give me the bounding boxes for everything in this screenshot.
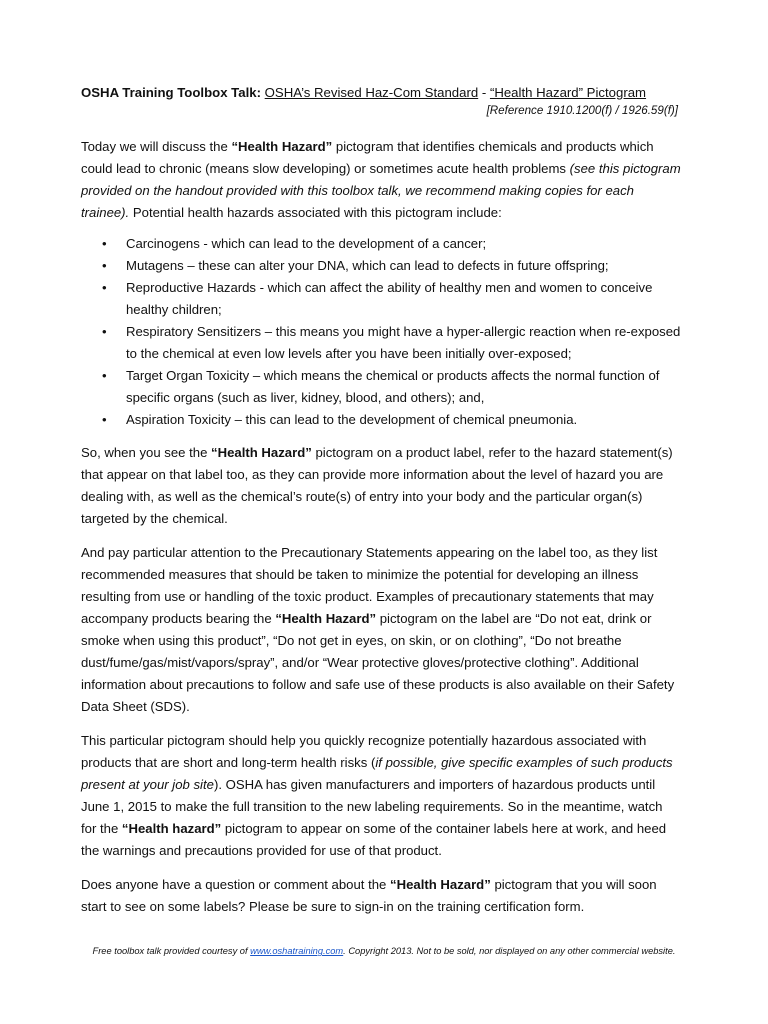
title-pictogram: “Health Hazard” Pictogram [489, 85, 647, 100]
precaution-paragraph [81, 542, 681, 718]
hazard-text: Reproductive Hazards - which can affect the ability of healthy men and women to conceive healthy children; [126, 280, 653, 317]
para5-text-2: pictogram that you will soon start to see on some labels? Please be sure to sign-in on the training certification form. [81, 877, 657, 914]
para3-text-1: And pay particular attention to the Precautionary Statements appearing on the label too, as they list recommended measures that should be taken to minimize the potential for developing an illness resulting from use or handling of the toxic product. Examples of precautionary statements that may accompany products bearing the [81, 545, 658, 626]
list-item [81, 409, 681, 431]
para5-text-1: Does anyone have a question or comment about the [81, 877, 391, 892]
document-title [81, 84, 681, 102]
para2-bold: “Health Hazard” [211, 445, 312, 460]
reference-line: [Reference 1910.1200(f) / 1926.59(f)] [486, 104, 678, 117]
para4-italic: if possible, give specific examples of such products present at your job site [81, 755, 673, 792]
intro-text-3: Potential health hazards associated with this pictogram include: [129, 205, 502, 220]
footer-text-2: . Copyright 2013. Not to be sold, nor displayed on any other commercial website. [343, 946, 676, 956]
title-label: OSHA Training Toolbox Talk: [81, 85, 261, 100]
intro-paragraph [81, 136, 681, 224]
recognition-paragraph [81, 730, 681, 862]
bullet-icon: • [102, 280, 107, 295]
para2-text-2: pictogram on a product label, refer to the hazard statement(s) that appear on that label too, as they can provide more information about the level of hazard you are dealing with, as well as the chemical’s route(s) of entry into your body and the particular organ(s) targeted by the chemical. [81, 445, 673, 526]
list-item [81, 255, 681, 277]
hazard-text: Respiratory Sensitizers – this means you might have a hyper-allergic reaction when re-exposed to the chemical at even low levels after you have been initially over-exposed; [126, 324, 681, 361]
bullet-icon: • [102, 236, 107, 251]
bullet-icon: • [102, 368, 107, 383]
intro-text-2: pictogram that identifies chemicals and products which could lead to chronic (means slow developing) or sometimes acute health problems [81, 139, 654, 176]
document-page [81, 84, 681, 918]
para4-text-2: ). OSHA has given manufacturers and importers of hazardous products until June 1, 2015 to make the full transition to the new labeling requirements. So in the meantime, watch for the [81, 777, 663, 836]
para4-bold: “Health hazard” [121, 821, 222, 836]
list-item [81, 365, 681, 409]
bullet-icon: • [102, 412, 107, 427]
list-item [81, 277, 681, 321]
para5-bold: “Health Hazard” [390, 877, 491, 892]
para3-bold: “Health Hazard” [275, 611, 377, 626]
hazard-text: Mutagens – these can alter your DNA, which can lead to defects in future offspring; [126, 258, 609, 273]
hazard-text: Aspiration Toxicity – this can lead to the development of chemical pneumonia. [126, 412, 578, 427]
hazard-text: Carcinogens - which can lead to the development of a cancer; [126, 236, 487, 251]
intro-text-1: Today we will discuss the [81, 139, 232, 154]
intro-italic: (see this pictogram provided on the handout provided with this toolbox talk, we recommend making copies for each trainee). [81, 161, 681, 220]
footer-text-1: Free toolbox talk provided courtesy of [92, 946, 251, 956]
para3-text-2: pictogram on the label are “Do not eat, drink or smoke when using this product”, “Do not get in eyes, on skin, or on clothing”, “Do not breathe dust/fume/gas/mist/vapors/spray”, and/or “Wear protective gloves/protective clothing”. Additional information about precautions to follow and safe use of these products is also available on their Safety Data Sheet (SDS). [81, 611, 675, 714]
label-paragraph [81, 442, 681, 530]
title-dash: - [478, 85, 490, 100]
list-item [81, 233, 681, 255]
para2-text-1: So, when you see the [81, 445, 212, 460]
list-item [81, 321, 681, 365]
title-standard: OSHA’s Revised Haz-Com Standard [264, 85, 479, 100]
bullet-icon: • [102, 258, 107, 273]
para4-text-1: This particular pictogram should help you quickly recognize potentially hazardous associated with products that are short and long-term health risks ( [81, 733, 647, 770]
hazard-list [81, 233, 681, 431]
footer-link[interactable]: www.oshatraining.com [250, 946, 344, 956]
footer-note [0, 946, 768, 956]
intro-bold: “Health Hazard” [231, 139, 333, 154]
hazard-text: Target Organ Toxicity – which means the chemical or products affects the normal function of specific organs (such as liver, kidney, blood, and others); and, [126, 368, 660, 405]
closing-paragraph [81, 874, 681, 918]
para4-text-3: pictogram to appear on some of the container labels here at work, and heed the warnings and precautions provided for use of that product. [81, 821, 667, 858]
bullet-icon: • [102, 324, 107, 339]
